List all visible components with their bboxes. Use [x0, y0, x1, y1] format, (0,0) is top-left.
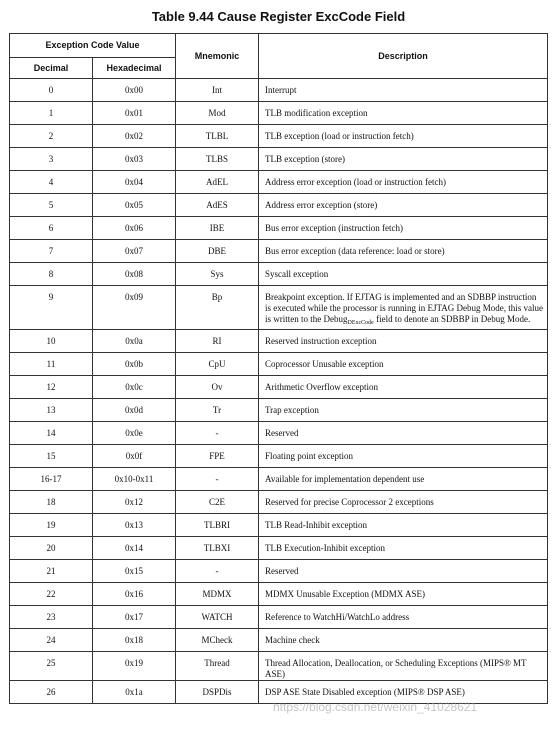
hex-cell: 0x0b — [93, 353, 176, 376]
mnemonic-cell: MCheck — [176, 629, 259, 652]
header-exception-code-value: Exception Code Value — [10, 34, 176, 58]
description-cell: DSP ASE State Disabled exception (MIPS® DSP ASE) — [259, 681, 548, 704]
table-row — [10, 171, 548, 194]
decimal-cell: 5 — [10, 194, 93, 217]
mnemonic-cell: DBE — [176, 240, 259, 263]
mnemonic-cell: Int — [176, 79, 259, 102]
decimal-cell: 21 — [10, 560, 93, 583]
decimal-cell: 24 — [10, 629, 93, 652]
exccode-table — [9, 33, 548, 704]
hex-cell: 0x04 — [93, 171, 176, 194]
decimal-cell: 8 — [10, 263, 93, 286]
mnemonic-cell: AdEL — [176, 171, 259, 194]
table-row — [10, 629, 548, 652]
header-decimal: Decimal — [10, 58, 93, 79]
table-row — [10, 399, 548, 422]
description-cell: Address error exception (load or instruction fetch) — [259, 171, 548, 194]
decimal-cell: 12 — [10, 376, 93, 399]
description-cell: Coprocessor Unusable exception — [259, 353, 548, 376]
mnemonic-cell: Bp — [176, 286, 259, 330]
description-cell: Reference to WatchHi/WatchLo address — [259, 606, 548, 629]
decimal-cell: 14 — [10, 422, 93, 445]
hex-cell: 0x08 — [93, 263, 176, 286]
mnemonic-cell: Mod — [176, 102, 259, 125]
mnemonic-cell: Sys — [176, 263, 259, 286]
description-cell: Reserved instruction exception — [259, 330, 548, 353]
decimal-cell: 15 — [10, 445, 93, 468]
header-row-group — [10, 34, 548, 58]
hex-cell: 0x10-0x11 — [93, 468, 176, 491]
hex-cell: 0x16 — [93, 583, 176, 606]
table-row — [10, 353, 548, 376]
mnemonic-cell: TLBL — [176, 125, 259, 148]
hex-cell: 0x06 — [93, 217, 176, 240]
decimal-cell: 26 — [10, 681, 93, 704]
description-cell: TLB Execution-Inhibit exception — [259, 537, 548, 560]
hex-cell: 0x02 — [93, 125, 176, 148]
description-cell: Available for implementation dependent use — [259, 468, 548, 491]
hex-cell: 0x1a — [93, 681, 176, 704]
mnemonic-cell: CpU — [176, 353, 259, 376]
mnemonic-cell: - — [176, 468, 259, 491]
table-row — [10, 537, 548, 560]
mnemonic-cell: TLBS — [176, 148, 259, 171]
decimal-cell: 1 — [10, 102, 93, 125]
decimal-cell: 11 — [10, 353, 93, 376]
hex-cell: 0x0a — [93, 330, 176, 353]
hex-cell: 0x17 — [93, 606, 176, 629]
mnemonic-cell: FPE — [176, 445, 259, 468]
description-cell: TLB exception (load or instruction fetch) — [259, 125, 548, 148]
description-cell: Floating point exception — [259, 445, 548, 468]
header-hexadecimal: Hexadecimal — [93, 58, 176, 79]
hex-cell: 0x01 — [93, 102, 176, 125]
mnemonic-cell: TLBXI — [176, 537, 259, 560]
table-row — [10, 125, 548, 148]
table-row — [10, 263, 548, 286]
decimal-cell: 22 — [10, 583, 93, 606]
table-title: Table 9.44 Cause Register ExcCode Field — [151, 9, 406, 24]
description-cell: TLB exception (store) — [259, 148, 548, 171]
hex-cell: 0x0d — [93, 399, 176, 422]
hex-cell: 0x0e — [93, 422, 176, 445]
hex-cell: 0x19 — [93, 652, 176, 681]
description-cell: TLB Read-Inhibit exception — [259, 514, 548, 537]
mnemonic-cell: C2E — [176, 491, 259, 514]
header-description: Description — [259, 34, 548, 79]
description-cell: Trap exception — [259, 399, 548, 422]
header-mnemonic: Mnemonic — [176, 34, 259, 79]
description-subscript: DExcCode — [347, 320, 374, 326]
description-cell: Machine check — [259, 629, 548, 652]
description-cell: Bus error exception (data reference: load or store) — [259, 240, 548, 263]
description-cell: Reserved for precise Coprocessor 2 exceptions — [259, 491, 548, 514]
decimal-cell: 23 — [10, 606, 93, 629]
table-row — [10, 491, 548, 514]
table-row — [10, 148, 548, 171]
decimal-cell: 13 — [10, 399, 93, 422]
hex-cell: 0x0f — [93, 445, 176, 468]
table-row — [10, 79, 548, 102]
table-row — [10, 468, 548, 491]
hex-cell: 0x00 — [93, 79, 176, 102]
decimal-cell: 9 — [10, 286, 93, 330]
mnemonic-cell: TLBRI — [176, 514, 259, 537]
mnemonic-cell: AdES — [176, 194, 259, 217]
hex-cell: 0x0c — [93, 376, 176, 399]
table-row — [10, 330, 548, 353]
hex-cell: 0x12 — [93, 491, 176, 514]
mnemonic-cell: WATCH — [176, 606, 259, 629]
table-row — [10, 422, 548, 445]
mnemonic-cell: - — [176, 422, 259, 445]
description-text: Breakpoint exception. If EJTAG is implemented and an SDBBP instruction is executed while the processor is running in EJTAG Debug Mode, this value is written to the Debug — [265, 292, 543, 324]
description-cell: MDMX Unusable Exception (MDMX ASE) — [259, 583, 548, 606]
table-row — [10, 102, 548, 125]
table-row — [10, 583, 548, 606]
table-row — [10, 445, 548, 468]
hex-cell: 0x05 — [93, 194, 176, 217]
table-row — [10, 194, 548, 217]
decimal-cell: 18 — [10, 491, 93, 514]
decimal-cell: 19 — [10, 514, 93, 537]
decimal-cell: 6 — [10, 217, 93, 240]
description-cell: Thread Allocation, Deallocation, or Scheduling Exceptions (MIPS® MT ASE) — [259, 652, 548, 681]
description-cell: Bus error exception (instruction fetch) — [259, 217, 548, 240]
hex-cell: 0x13 — [93, 514, 176, 537]
description-text-end: field to denote an SDBBP in Debug Mode. — [373, 314, 531, 324]
description-cell: Syscall exception — [259, 263, 548, 286]
table-row — [10, 652, 548, 681]
table-row — [10, 240, 548, 263]
description-cell: Arithmetic Overflow exception — [259, 376, 548, 399]
decimal-cell: 20 — [10, 537, 93, 560]
description-cell: Interrupt — [259, 79, 548, 102]
decimal-cell: 25 — [10, 652, 93, 681]
hex-cell: 0x15 — [93, 560, 176, 583]
table-row — [10, 376, 548, 399]
hex-cell: 0x18 — [93, 629, 176, 652]
table-row — [10, 217, 548, 240]
watermark: https://blog.csdn.net/weixin_41028621 — [273, 700, 478, 714]
description-cell: TLB modification exception — [259, 102, 548, 125]
decimal-cell: 16-17 — [10, 468, 93, 491]
table-row — [10, 514, 548, 537]
description-cell: Reserved — [259, 422, 548, 445]
decimal-cell: 10 — [10, 330, 93, 353]
description-cell — [259, 286, 548, 330]
decimal-cell: 0 — [10, 79, 93, 102]
description-cell: Reserved — [259, 560, 548, 583]
mnemonic-cell: DSPDis — [176, 681, 259, 704]
table-row — [10, 606, 548, 629]
description-cell: Address error exception (store) — [259, 194, 548, 217]
decimal-cell: 3 — [10, 148, 93, 171]
mnemonic-cell: IBE — [176, 217, 259, 240]
mnemonic-cell: - — [176, 560, 259, 583]
mnemonic-cell: RI — [176, 330, 259, 353]
hex-cell: 0x03 — [93, 148, 176, 171]
mnemonic-cell: Ov — [176, 376, 259, 399]
hex-cell: 0x09 — [93, 286, 176, 330]
hex-cell: 0x14 — [93, 537, 176, 560]
decimal-cell: 4 — [10, 171, 93, 194]
mnemonic-cell: Thread — [176, 652, 259, 681]
table-row — [10, 560, 548, 583]
mnemonic-cell: MDMX — [176, 583, 259, 606]
decimal-cell: 2 — [10, 125, 93, 148]
decimal-cell: 7 — [10, 240, 93, 263]
table-row — [10, 286, 548, 330]
hex-cell: 0x07 — [93, 240, 176, 263]
mnemonic-cell: Tr — [176, 399, 259, 422]
